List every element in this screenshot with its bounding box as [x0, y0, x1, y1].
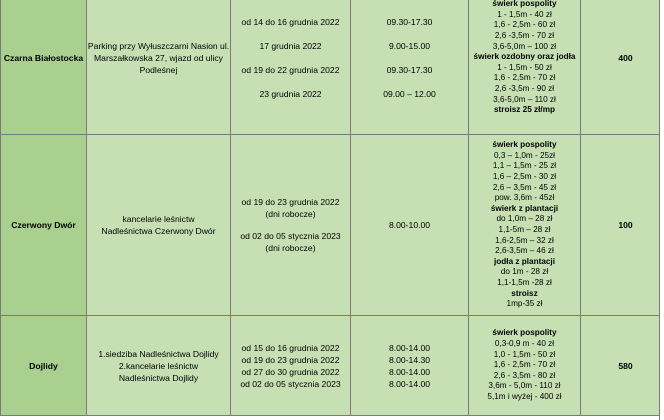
cell-text: świerk ozdobny oraz jodła [473, 52, 576, 62]
hours-cell [350, 134, 469, 316]
cell-text: 0,3 – 1,0m - 25zł [494, 150, 555, 160]
cell-text: do 1,0m – 28 zł [496, 214, 553, 224]
prices-cell [468, 134, 581, 316]
hours-cell [350, 315, 469, 416]
cell-text: od 02 do 05 stycznia 2023 [240, 378, 341, 389]
cell-text: 2,6 -3,5m - 90 zł [494, 83, 555, 93]
cell-text: 8.00-14.30 [388, 354, 431, 365]
cell-text: od 15 do 16 grudnia 2022 [241, 342, 340, 353]
cell-text: świerk pospolity [492, 140, 557, 150]
hours-cell [350, 0, 469, 135]
place-cell [86, 0, 231, 135]
cell-text: (dni robocze) [265, 209, 316, 219]
cell-text: Czerwony Dwór [11, 220, 76, 230]
cell-text: 1 - 1,5m - 40 zł [497, 9, 552, 19]
cell-text: (dni robocze) [265, 243, 316, 253]
cell-text: 1,6 - 2,5m - 70 zł [493, 73, 556, 83]
cell-text: Nadleśnictwa Czerwony Dwór [101, 226, 216, 236]
cell-text: 1,6 - 2,5m - 60 zł [493, 20, 556, 30]
cell-text: od 27 do 30 grudnia 2022 [241, 366, 340, 377]
cell-text: 2,6 -3,5m - 70 zł [494, 31, 555, 41]
cell-text: od 19 do 23 grudnia 2022 [241, 197, 340, 207]
cell-text: 09.30-17.30 [386, 64, 433, 75]
dates-cell [230, 315, 351, 416]
cell-text: 1mp-35 zł [506, 299, 543, 309]
place-cell [86, 315, 231, 416]
quantity-cell [580, 315, 664, 416]
cell-text: 09.00 – 12.00 [383, 88, 436, 99]
cell-text: 1 - 1,5m - 50 zł [497, 62, 552, 72]
cell-text: 2,6-3,5m – 46 zł [495, 246, 554, 256]
cell-text: pow. 3,6m - 45zł [494, 193, 555, 203]
cell-text: do 1m - 28 zł [500, 267, 549, 277]
cell-text: od 19 do 22 grudnia 2022 [241, 64, 340, 75]
cell-text: świerk z plantacji [490, 203, 559, 213]
cell-text: 0,3-0,9 m - 40 zł [494, 339, 555, 349]
cell-text: 9.00-15.00 [388, 40, 431, 51]
cell-text: 1,1 – 1,5m - 25 zł [492, 161, 557, 171]
quantity-cell [580, 0, 664, 135]
cell-text: 09.30-17.30 [386, 16, 433, 27]
cell-text: 1,6 – 2,5m - 30 zł [492, 172, 557, 182]
cell-text: świerk pospolity [492, 0, 557, 9]
cell-text: 1,0 - 1,5m - 50 zł [493, 349, 556, 359]
cell-text: Czarna Białostocka [3, 52, 84, 63]
cell-text: 8.00-14.00 [388, 342, 431, 353]
cell-text: jodła z plantacji [494, 256, 555, 266]
cell-text: od 19 do 23 grudnia 2022 [241, 354, 340, 365]
cell-text: kancelarie leśnictw [122, 214, 195, 224]
location-cell [0, 315, 87, 416]
prices-cell [468, 0, 581, 135]
cell-text: 580 [618, 360, 633, 371]
cell-text: 3,6-5,0m – 110 zł [493, 94, 556, 104]
cell-text: 17 grudnia 2022 [259, 40, 322, 51]
cell-text: 1.siedziba Nadleśnictwa Dojlidy [98, 348, 219, 359]
cell-text: 5,1m i wyżej - 400 zł [487, 391, 562, 401]
cell-text: Podleśnej [139, 64, 178, 75]
cell-text: 1,1-5m – 28 zł [498, 225, 551, 234]
cell-text: 3,6m - 5,0m - 110 zł [488, 381, 561, 391]
quantity-cell [580, 134, 664, 316]
place-cell [86, 134, 231, 316]
cell-text: świerk pospolity [492, 328, 557, 338]
cell-text: 23 grudnia 2022 [259, 88, 322, 99]
prices-cell [468, 315, 581, 416]
cell-text: 8.00-14.00 [388, 378, 431, 389]
dates-cell [230, 134, 351, 316]
cell-text: 400 [618, 52, 633, 63]
cell-text: 2.kancelarie leśnictw [118, 360, 199, 371]
cell-text: 3,6-5,0m – 100 zł [492, 41, 557, 51]
cell-text: 8.00-10.00 [388, 220, 431, 230]
cell-text: 1,1-1,5m -28 zł [497, 277, 552, 287]
dates-cell [230, 0, 351, 135]
location-cell [0, 0, 87, 135]
cell-text: Nadleśnictwa Dojlidy [118, 372, 199, 383]
location-cell [0, 134, 87, 316]
cell-text: 1,6 - 2,5m - 70 zł [493, 360, 556, 370]
cell-text: od 02 do 05 stycznia 2023 [240, 231, 341, 241]
cell-text: od 14 do 16 grudnia 2022 [241, 16, 340, 27]
cell-text: Marszałkowska 27, wjazd od ulicy [94, 52, 223, 63]
cell-text: 2,6 – 3,5m - 45 zł [492, 182, 557, 192]
cell-text: 1,6-2,5m – 32 zł [495, 235, 554, 245]
cell-text: stroisz 25 zł/mp [494, 105, 555, 115]
cell-text: 100 [618, 220, 633, 230]
right-margin [659, 0, 664, 420]
cell-text: stroisz [511, 288, 538, 298]
cell-text: 8.00-14.00 [388, 366, 431, 377]
cell-text: Dojlidy [29, 360, 58, 371]
cell-text: Parking przy Wyłuszczarni Nasion ul. [87, 40, 230, 51]
cell-text: 2,6 - 3,5m - 80 zł [493, 370, 556, 380]
